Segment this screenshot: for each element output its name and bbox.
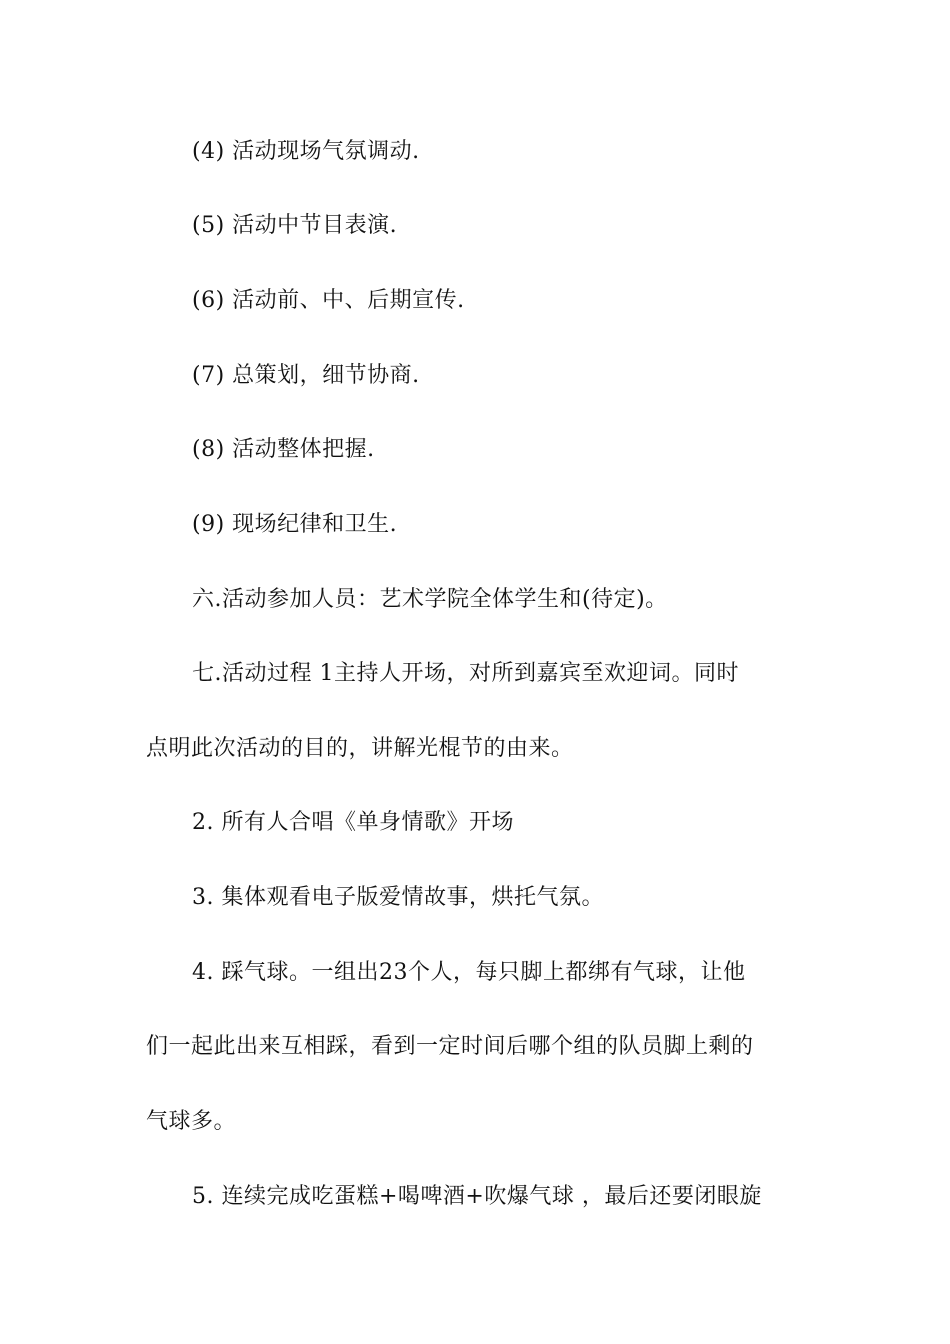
list-item-5: (5) 活动中节目表演. [192, 213, 398, 238]
section-seven-process-line-1: 七.活动过程 1主持人开场，对所到嘉宾至欢迎词。同时 [192, 661, 739, 686]
step-4-paragraph-line-3: 气球多。 [146, 1109, 237, 1134]
list-item-7: (7) 总策划，细节协商. [192, 363, 420, 388]
step-5-paragraph-line-1: 5. 连续完成吃蛋糕+喝啤酒+吹爆气球 ，最后还要闭眼旋 [192, 1184, 762, 1209]
list-item-8: (8) 活动整体把握. [192, 437, 375, 462]
list-item-9: (9) 现场纪律和卫生. [192, 512, 398, 537]
section-seven-process-line-2: 点明此次活动的目的，讲解光棍节的由来。 [146, 736, 574, 761]
step-4-paragraph-line-2: 们一起此出来互相踩，看到一定时间后哪个组的队员脚上剩的 [146, 1034, 754, 1059]
step-3-paragraph: 3. 集体观看电子版爱情故事，烘托气氛。 [192, 885, 604, 910]
section-six-participants: 六.活动参加人员：艺术学院全体学生和(待定)。 [192, 587, 668, 612]
step-4-paragraph-line-1: 4. 踩气球。一组出23个人，每只脚上都绑有气球，让他 [192, 960, 746, 985]
list-item-4: (4) 活动现场气氛调动. [192, 139, 420, 164]
list-item-6: (6) 活动前、中、后期宣传. [192, 288, 465, 313]
step-2-paragraph: 2. 所有人合唱《单身情歌》开场 [192, 810, 514, 835]
